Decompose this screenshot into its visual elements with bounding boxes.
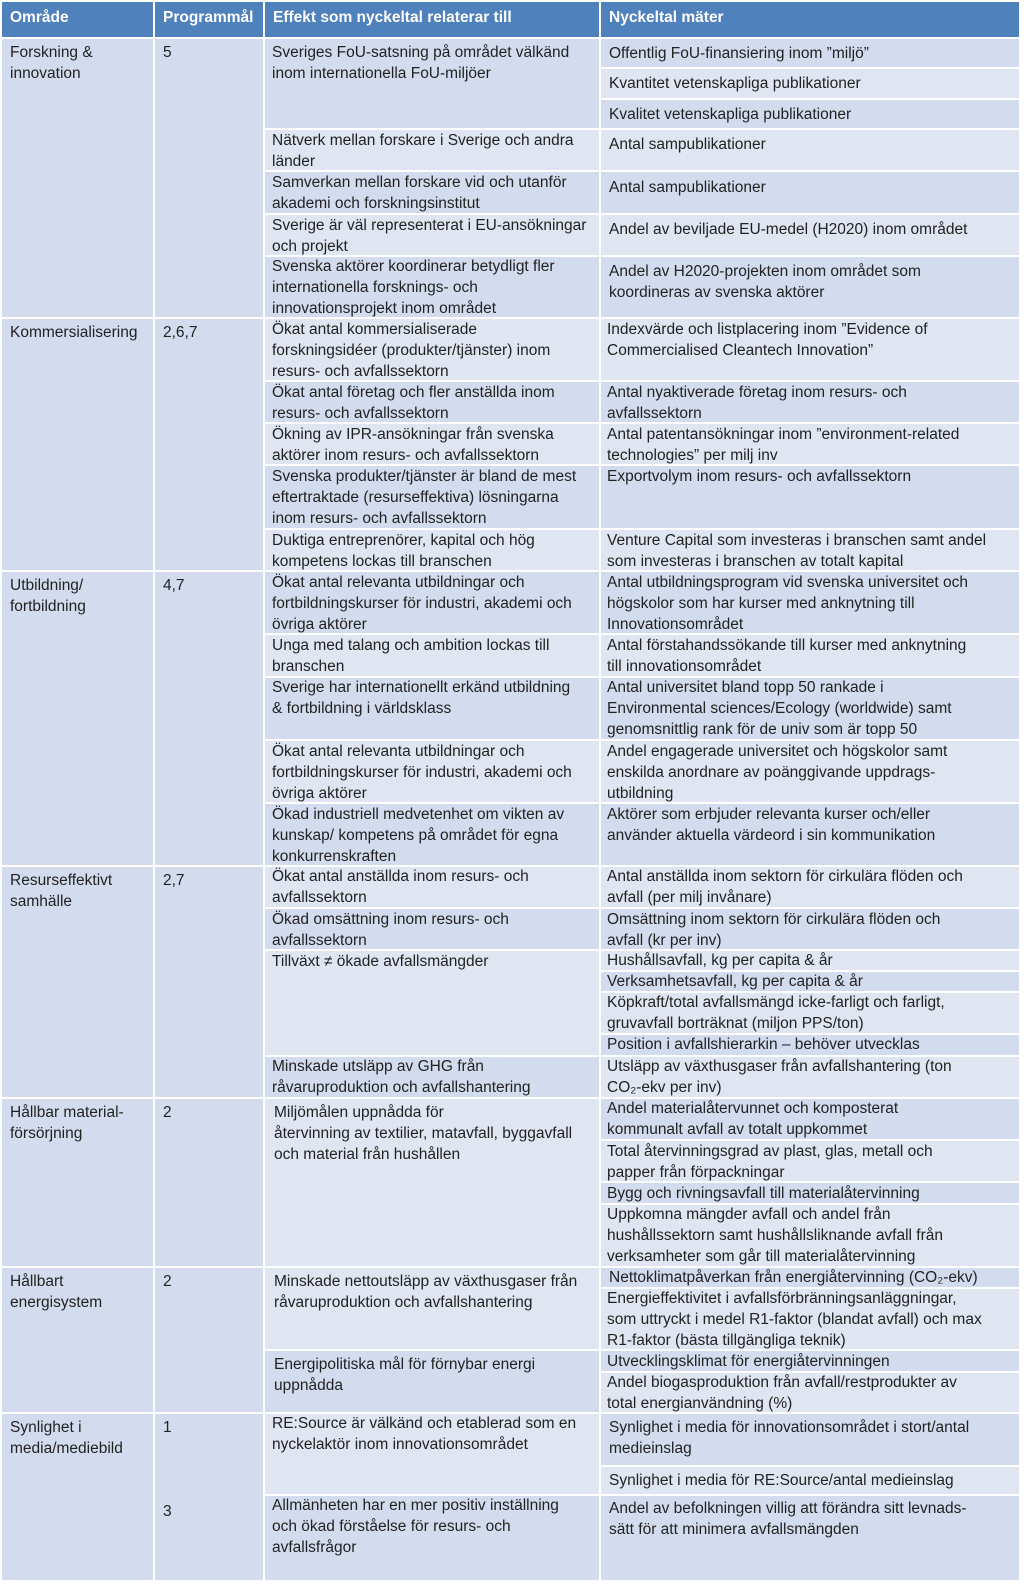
effect-cell: [265, 424, 599, 464]
area-name: Hållbar material- försörjning: [10, 1104, 124, 1142]
kpi-cell: [601, 572, 1019, 633]
area-name: Utbildning/ fortbildning: [10, 577, 86, 615]
kpi-cell: [601, 1057, 1019, 1097]
effect-cell: [265, 1268, 599, 1349]
goal-cell: [155, 319, 263, 570]
kpi-text: Total återvinningsgrad av plast, glas, metall och papper från förpackningar: [607, 1143, 933, 1181]
effect-cell: [265, 1057, 599, 1097]
effect-text: Ökad omsättning inom resurs- och avfallssektorn: [272, 911, 509, 949]
effect-cell: [265, 215, 599, 255]
effect-cell: [265, 1414, 599, 1494]
kpi-text: Aktörer som erbjuder relevanta kurser och/eller använder aktuella värdeord i sin kommunikation: [607, 806, 936, 844]
kpi-cell: [601, 466, 1019, 528]
effect-text: Ökat antal anställda inom resurs- och avfallssektorn: [272, 868, 529, 906]
effect-cell: [265, 172, 599, 213]
kpi-cell: [601, 39, 1019, 67]
effect-cell: [265, 319, 599, 380]
kpi-text: Antal utbildningsprogram vid svenska universitet och högskolor som har kurser med anknytning till Innovationsområdet: [607, 574, 968, 633]
kpi-text: Andel av beviljade EU-medel (H2020) inom området: [609, 221, 968, 238]
effect-text: Duktiga entreprenörer, kapital och hög kompetens lockas till branschen: [272, 532, 535, 570]
kpi-cell: [601, 1099, 1019, 1139]
kpi-text: Utsläpp av växthusgaser från avfallshantering (ton CO₂-ekv per inv): [607, 1058, 952, 1096]
kpi-cell: [601, 172, 1019, 213]
kpi-text: Köpkraft/total avfallsmängd icke-farligt och farligt, gruvavfall borträknat (miljon PPS/ton): [607, 994, 945, 1032]
effect-text: Svenska aktörer koordinerar betydligt fler internationella forsknings- och innovationsprojekt inom området: [272, 258, 555, 317]
effect-cell: [265, 130, 599, 170]
kpi-cell: [601, 635, 1019, 676]
kpi-cell: [601, 1289, 1019, 1349]
effect-cell: [265, 257, 599, 317]
kpi-cell: [601, 804, 1019, 865]
kpi-cell: [601, 1183, 1019, 1203]
area-cell: [2, 1268, 153, 1412]
effect-cell: [265, 951, 599, 1055]
kpi-text: Nettoklimatpåverkan från energiåtervinning (CO₂-ekv): [609, 1269, 978, 1286]
kpi-cell: [601, 951, 1019, 970]
effect-cell: [265, 867, 599, 907]
area-name: Resurseffektivt samhälle: [10, 872, 113, 910]
area-cell: [2, 319, 153, 570]
effect-text: Ökad industriell medvetenhet om vikten av kunskap/ kompetens på området för egna konkurrenskraften: [272, 806, 565, 865]
kpi-cell: [601, 130, 1019, 170]
kpi-text: Energieffektivitet i avfallsförbränningsanläggningar, som uttryckt i medel R1-faktor (blandat avfall) och max R1-faktor (bästa tillgängliga teknik): [607, 1290, 982, 1349]
header-program-goal: Programmål: [155, 2, 263, 37]
area-cell: [2, 867, 153, 1097]
area-cell: [2, 39, 153, 317]
kpi-text: Hushållsavfall, kg per capita & år: [607, 952, 833, 969]
kpi-text: Exportvolym inom resurs- och avfallssektorn: [607, 468, 912, 485]
kpi-text: Antal anställda inom sektorn för cirkulära flöden och avfall (per milj invånare): [607, 868, 963, 906]
effect-text: Samverkan mellan forskare vid och utanför akademi och forskningsinstitut: [272, 174, 567, 212]
effect-text: Sveriges FoU-satsning på området välkänd inom internationella FoU-miljöer: [272, 44, 570, 82]
kpi-cell: [601, 741, 1019, 802]
effect-text: Sverige har internationellt erkänd utbildning & fortbildning i världsklass: [272, 679, 571, 717]
kpi-text: Andel engagerade universitet och högskolor samt enskilda anordnare av poänggivande uppdrags- utbildning: [607, 743, 948, 802]
goal-value: 2: [163, 1273, 172, 1290]
kpi-text: Uppkomna mängder avfall och andel från hushållssektorn samt hushållsliknande avfall från verksamheter som går till materialåtervinning: [607, 1206, 944, 1265]
effect-text: Allmänheten har en mer positiv inställning och ökad förståelse för resurs- och avfallsfrågor: [272, 1497, 559, 1556]
effect-cell: [265, 1099, 599, 1266]
kpi-cell: [601, 1496, 1019, 1580]
goal-value: 5: [163, 44, 172, 61]
effect-text: Minskade utsläpp av GHG från råvaruproduktion och avfallshantering: [272, 1058, 531, 1096]
goal-value: 4,7: [163, 577, 185, 594]
goal-cell: [155, 1414, 263, 1580]
kpi-cell: [601, 867, 1019, 907]
kpi-cell: [601, 257, 1019, 317]
area-cell: [2, 572, 153, 865]
effect-cell: [265, 804, 599, 865]
kpi-cell: [601, 1205, 1019, 1266]
kpi-text: Verksamhetsavfall, kg per capita & år: [607, 973, 863, 990]
effect-cell: [265, 1351, 599, 1412]
header-effect: Effekt som nyckeltal relaterar till: [265, 2, 599, 37]
kpi-text: Antal nyaktiverade företag inom resurs- och avfallssektorn: [607, 384, 907, 422]
kpi-text: Kvantitet vetenskapliga publikationer: [609, 75, 861, 92]
goal-value: 3: [163, 1503, 172, 1520]
kpi-text: Andel biogasproduktion från avfall/restprodukter av total energianvändning (%): [607, 1374, 957, 1412]
effect-text: Unga med talang och ambition lockas till branschen: [272, 637, 550, 675]
header-area: Område: [2, 2, 153, 37]
area-name: Synlighet i media/mediebild: [10, 1419, 123, 1457]
effect-text: Ökat antal relevanta utbildningar och fortbildningskurser för industri, akademi och övriga aktörer: [272, 743, 572, 802]
effect-text: Ökat antal företag och fler anställda inom resurs- och avfallssektorn: [272, 384, 555, 422]
effect-text: Ökning av IPR-ansökningar från svenska aktörer inom resurs- och avfallssektorn: [272, 426, 554, 464]
kpi-text: Offentlig FoU-finansiering inom ”miljö”: [609, 45, 869, 62]
effect-cell: [265, 466, 599, 528]
kpi-text: Andel av befolkningen villig att förändra sitt levnads- sätt för att minimera avfallsmängden: [609, 1500, 967, 1538]
kpi-cell: [601, 1268, 1019, 1287]
goal-cell: [155, 1099, 263, 1266]
kpi-cell: [601, 69, 1019, 98]
kpi-text: Antal sampublikationer: [609, 179, 766, 196]
area-cell: [2, 1099, 153, 1266]
kpi-text: Synlighet i media för RE:Source/antal medieinslag: [609, 1472, 954, 1489]
goal-cell: [155, 39, 263, 317]
effect-text: Ökat antal relevanta utbildningar och fortbildningskurser för industri, akademi och övriga aktörer: [272, 574, 572, 633]
kpi-cell: [601, 993, 1019, 1033]
area-name: Forskning & innovation: [10, 44, 93, 82]
kpi-cell: [601, 530, 1019, 570]
kpi-cell: [601, 909, 1019, 949]
effect-cell: [265, 741, 599, 802]
kpi-cell: [601, 215, 1019, 255]
effect-text: Energipolitiska mål för förnybar energi uppnådda: [274, 1356, 536, 1394]
kpi-cell: [601, 1035, 1019, 1055]
kpi-text: Omsättning inom sektorn för cirkulära flöden och avfall (kr per inv): [607, 911, 941, 949]
kpi-cell: [601, 100, 1019, 128]
goal-cell: [155, 572, 263, 865]
area-cell: [2, 1414, 153, 1580]
effect-text: Sverige är väl representerat i EU-ansökningar och projekt: [272, 217, 587, 255]
kpi-table: [2, 2, 1019, 1580]
kpi-cell: [601, 319, 1019, 380]
goal-cell: [155, 1268, 263, 1412]
goal-value: 2,7: [163, 872, 185, 889]
kpi-text: Utvecklingsklimat för energiåtervinningen: [607, 1353, 890, 1370]
goal-value: 2: [163, 1104, 172, 1121]
header-kpi: Nyckeltal mäter: [601, 2, 1019, 37]
kpi-text: Kvalitet vetenskapliga publikationer: [609, 106, 852, 123]
effect-cell: [265, 1496, 599, 1580]
goal-value: 1: [163, 1419, 172, 1436]
area-name: Hållbart energisystem: [10, 1273, 103, 1311]
effect-text: Svenska produkter/tjänster är bland de mest eftertraktade (resurseffektiva) lösningarna inom resurs- och avfallssektorn: [272, 468, 577, 527]
effect-text: Nätverk mellan forskare i Sverige och andra länder: [272, 132, 574, 170]
kpi-text: Antal universitet bland topp 50 rankade i Environmental sciences/Ecology (worldwide) samt genomsnittlig rank för de univ som är topp 50: [607, 679, 952, 738]
effect-cell: [265, 909, 599, 949]
effect-text: Minskade nettoutsläpp av växthusgaser från råvaruproduktion och avfallshantering: [274, 1273, 578, 1311]
goal-value: 2,6,7: [163, 324, 198, 341]
effect-cell: [265, 572, 599, 633]
goal-cell: [155, 867, 263, 1097]
effect-cell: [265, 39, 599, 128]
effect-text: Tillväxt ≠ ökade avfallsmängder: [272, 953, 489, 970]
kpi-text: Position i avfallshierarkin – behöver utvecklas: [607, 1036, 920, 1053]
kpi-cell: [601, 1414, 1019, 1465]
kpi-text: Antal patentansökningar inom ”environment-related technologies” per milj inv: [607, 426, 960, 464]
kpi-cell: [601, 1351, 1019, 1371]
kpi-text: Andel materialåtervunnet och komposterat kommunalt avfall av totalt uppkommet: [607, 1100, 899, 1138]
effect-text: Ökat antal kommersialiserade forskningsidéer (produkter/tjänster) inom resurs- och avfallssektorn: [272, 321, 551, 380]
kpi-cell: [601, 1467, 1019, 1494]
effect-cell: [265, 678, 599, 739]
effect-cell: [265, 635, 599, 676]
effect-cell: [265, 382, 599, 422]
kpi-cell: [601, 1141, 1019, 1181]
kpi-text: Antal förstahandssökande till kurser med anknytning till innovationsområdet: [607, 637, 967, 675]
kpi-text: Synlighet i media för innovationsområdet i stort/antal medieinslag: [609, 1419, 970, 1457]
kpi-text: Antal sampublikationer: [609, 136, 766, 153]
effect-text: RE:Source är välkänd och etablerad som en nyckelaktör inom innovationsområdet: [272, 1415, 577, 1453]
area-name: Kommersialisering: [10, 324, 138, 341]
kpi-cell: [601, 1373, 1019, 1412]
kpi-cell: [601, 382, 1019, 422]
effect-cell: [265, 530, 599, 570]
kpi-cell: [601, 678, 1019, 739]
effect-text: Miljömålen uppnådda för återvinning av textilier, matavfall, byggavfall och material från hushållen: [274, 1104, 573, 1163]
kpi-text: Bygg och rivningsavfall till materialåtervinning: [607, 1185, 920, 1202]
kpi-text: Venture Capital som investeras i branschen samt andel som investeras i branschen av totalt kapital: [607, 532, 987, 570]
kpi-text: Indexvärde och listplacering inom ”Evidence of Commercialised Cleantech Innovation”: [607, 321, 928, 359]
kpi-cell: [601, 972, 1019, 991]
kpi-cell: [601, 424, 1019, 464]
kpi-text: Andel av H2020-projekten inom området som koordineras av svenska aktörer: [609, 263, 921, 301]
